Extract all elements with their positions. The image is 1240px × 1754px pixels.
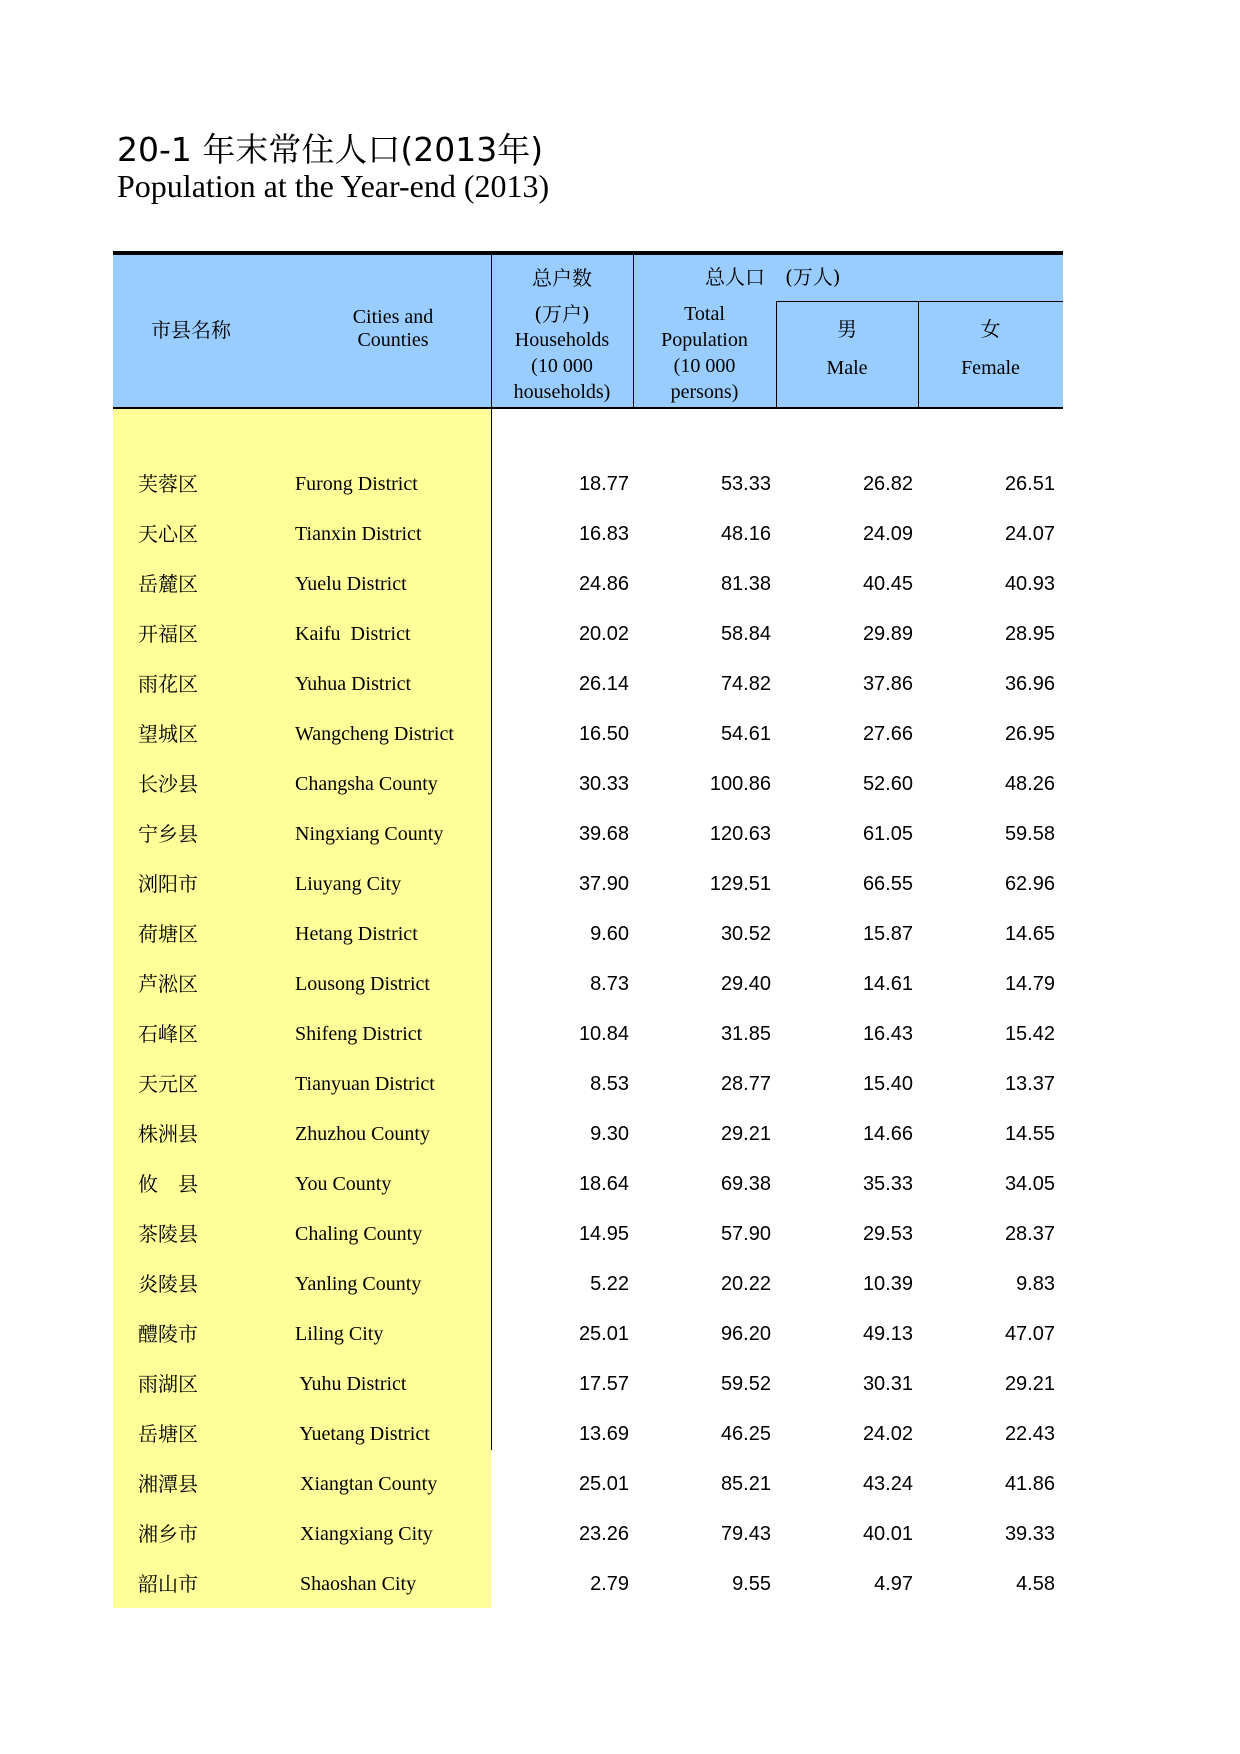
row-name-zh: 望城区 xyxy=(138,722,198,746)
row-total-population: 59.52 xyxy=(720,1373,771,1395)
row-female: 59.58 xyxy=(1004,823,1055,845)
row-households: 18.64 xyxy=(578,1173,629,1195)
row-female: 62.96 xyxy=(1004,873,1055,895)
table-row xyxy=(113,759,1063,809)
row-households: 25.01 xyxy=(578,1323,629,1345)
row-name-en: Xiangtan County xyxy=(295,1473,438,1495)
gender-group-rule xyxy=(776,301,1063,302)
row-female: 22.43 xyxy=(1004,1423,1055,1445)
row-total-population: 96.20 xyxy=(720,1323,771,1345)
row-male: 15.40 xyxy=(862,1073,913,1095)
row-name-zh: 湘潭县 xyxy=(138,1472,198,1496)
row-households: 14.95 xyxy=(578,1223,629,1245)
row-name-en: Chaling County xyxy=(295,1223,423,1245)
row-total-population: 58.84 xyxy=(720,623,771,645)
row-male: 29.53 xyxy=(862,1223,913,1245)
table-row xyxy=(113,1459,1063,1509)
table-row xyxy=(113,1209,1063,1259)
table-row xyxy=(113,859,1063,909)
row-name-zh: 芦淞区 xyxy=(138,972,198,996)
row-households: 24.86 xyxy=(578,573,629,595)
page-title-chinese: 20-1 年末常住人口(2013年) xyxy=(117,130,544,169)
row-female: 24.07 xyxy=(1004,523,1055,545)
row-male: 40.01 xyxy=(862,1523,913,1545)
row-male: 27.66 xyxy=(862,723,913,745)
header-total-line3: (10 000 xyxy=(673,355,736,377)
row-female: 39.33 xyxy=(1004,1523,1055,1545)
row-name-en: Zhuzhou County xyxy=(295,1123,430,1145)
row-name-en: Shaoshan City xyxy=(295,1573,417,1595)
row-male: 10.39 xyxy=(862,1273,913,1295)
row-female: 48.26 xyxy=(1004,773,1055,795)
row-total-population: 120.63 xyxy=(709,823,771,845)
row-male: 26.82 xyxy=(862,473,913,495)
row-total-population: 74.82 xyxy=(720,673,771,695)
row-name-en: Yuhu District xyxy=(295,1373,407,1395)
row-female: 47.07 xyxy=(1004,1323,1055,1345)
row-households: 20.02 xyxy=(578,623,629,645)
row-total-population: 9.55 xyxy=(732,1573,771,1595)
row-total-population: 31.85 xyxy=(720,1023,771,1045)
row-name-zh: 天元区 xyxy=(138,1072,198,1096)
table-row xyxy=(113,609,1063,659)
row-total-population: 79.43 xyxy=(720,1523,771,1545)
row-total-population: 57.90 xyxy=(720,1223,771,1245)
row-households: 16.83 xyxy=(578,523,629,545)
row-name-zh: 炎陵县 xyxy=(138,1272,198,1296)
row-households: 8.73 xyxy=(590,973,629,995)
header-male-zh: 男 xyxy=(837,317,857,341)
row-name-zh: 长沙县 xyxy=(138,772,198,796)
row-female: 13.37 xyxy=(1004,1073,1055,1095)
row-name-zh: 开福区 xyxy=(138,622,198,646)
row-female: 28.95 xyxy=(1004,623,1055,645)
table-row xyxy=(113,1159,1063,1209)
table-row xyxy=(113,559,1063,609)
table-row xyxy=(113,809,1063,859)
header-female-zh: 女 xyxy=(980,317,1001,341)
row-male: 52.60 xyxy=(862,773,913,795)
row-name-en: Kaifu District xyxy=(295,623,411,645)
row-name-en: Wangcheng District xyxy=(295,723,454,745)
row-name-en: Liling City xyxy=(295,1323,384,1345)
row-households: 17.57 xyxy=(578,1373,629,1395)
row-name-en: Tianxin District xyxy=(295,523,422,545)
row-households: 9.60 xyxy=(590,923,629,945)
row-total-population: 20.22 xyxy=(720,1273,771,1295)
row-female: 14.65 xyxy=(1004,923,1055,945)
row-households: 39.68 xyxy=(578,823,629,845)
row-male: 16.43 xyxy=(862,1023,913,1045)
row-households: 26.14 xyxy=(578,673,629,695)
row-name-zh: 韶山市 xyxy=(138,1572,198,1596)
row-female: 9.83 xyxy=(1016,1273,1055,1295)
table-row xyxy=(113,509,1063,559)
row-male: 15.87 xyxy=(862,923,913,945)
row-female: 36.96 xyxy=(1004,673,1055,695)
row-male: 24.09 xyxy=(862,523,913,545)
row-name-en: Tianyuan District xyxy=(295,1073,435,1095)
row-male: 30.31 xyxy=(862,1373,913,1395)
row-name-en: Yuetang District xyxy=(295,1423,430,1445)
row-name-en: Ningxiang County xyxy=(295,823,444,845)
row-name-zh: 石峰区 xyxy=(138,1022,198,1046)
row-female: 40.93 xyxy=(1004,573,1055,595)
table-row xyxy=(113,1409,1063,1459)
table-row xyxy=(113,659,1063,709)
row-male: 43.24 xyxy=(862,1473,913,1495)
row-male: 37.86 xyxy=(862,673,913,695)
header-households-unit-en: (10 000 xyxy=(531,355,593,377)
row-male: 29.89 xyxy=(862,623,913,645)
row-female: 29.21 xyxy=(1004,1373,1055,1395)
row-households: 37.90 xyxy=(578,873,629,895)
row-male: 4.97 xyxy=(874,1573,913,1595)
table-row xyxy=(113,1559,1063,1609)
row-name-en: Yuelu District xyxy=(295,573,407,595)
row-households: 23.26 xyxy=(578,1523,629,1545)
header-total-line4: persons) xyxy=(670,381,739,403)
header-name-en-line2: Counties xyxy=(357,329,429,351)
row-total-population: 54.61 xyxy=(720,723,771,745)
row-name-zh: 岳麓区 xyxy=(138,572,198,596)
row-households: 30.33 xyxy=(578,773,629,795)
row-households: 9.30 xyxy=(590,1123,629,1145)
table-row xyxy=(113,1359,1063,1409)
row-name-zh: 芙蓉区 xyxy=(138,472,198,496)
row-female: 34.05 xyxy=(1004,1173,1055,1195)
row-female: 15.42 xyxy=(1004,1023,1055,1045)
row-male: 61.05 xyxy=(862,823,913,845)
row-total-population: 29.21 xyxy=(720,1123,771,1145)
row-total-population: 100.86 xyxy=(709,773,771,795)
row-male: 40.45 xyxy=(862,573,913,595)
header-female-en: Female xyxy=(961,357,1020,379)
row-name-en: Yanling County xyxy=(295,1273,422,1295)
row-total-population: 81.38 xyxy=(720,573,771,595)
row-households: 8.53 xyxy=(590,1073,629,1095)
row-name-zh: 浏阳市 xyxy=(138,872,198,896)
row-name-zh: 茶陵县 xyxy=(138,1222,198,1246)
row-total-population: 29.40 xyxy=(720,973,771,995)
row-female: 28.37 xyxy=(1004,1223,1055,1245)
row-total-population: 48.16 xyxy=(720,523,771,545)
row-name-en: Xiangxiang City xyxy=(295,1523,433,1545)
row-households: 5.22 xyxy=(590,1273,629,1295)
row-male: 49.13 xyxy=(862,1323,913,1345)
row-households: 13.69 xyxy=(578,1423,629,1445)
row-households: 18.77 xyxy=(578,473,629,495)
row-households: 16.50 xyxy=(578,723,629,745)
row-name-en: Hetang District xyxy=(295,923,418,945)
row-total-population: 129.51 xyxy=(709,873,771,895)
header-households-zh: 总户数 xyxy=(532,266,592,290)
table-row xyxy=(113,1259,1063,1309)
row-female: 41.86 xyxy=(1004,1473,1055,1495)
row-name-zh: 湘乡市 xyxy=(138,1522,198,1546)
table-row xyxy=(113,959,1063,1009)
row-name-zh: 荷塘区 xyxy=(138,922,198,946)
header-name-en-line1: Cities and xyxy=(352,306,434,328)
row-female: 26.51 xyxy=(1004,473,1055,495)
page-title-english: Population at the Year-end (2013) xyxy=(117,168,550,204)
table-row xyxy=(113,1309,1063,1359)
header-households-unit-en2: households) xyxy=(513,381,611,403)
table-row xyxy=(113,459,1063,509)
row-name-zh: 攸 县 xyxy=(138,1172,198,1196)
row-households: 2.79 xyxy=(590,1573,629,1595)
row-male: 14.66 xyxy=(862,1123,913,1145)
header-total-line2: Population xyxy=(661,329,748,351)
row-male: 35.33 xyxy=(862,1173,913,1195)
row-name-en: Liuyang City xyxy=(295,873,402,895)
row-total-population: 85.21 xyxy=(720,1473,771,1495)
row-name-zh: 雨花区 xyxy=(138,672,198,696)
row-name-en: Lousong District xyxy=(295,973,430,995)
header-total-population-group: 总人口 (万人) xyxy=(705,265,841,289)
table-row xyxy=(113,709,1063,759)
row-total-population: 69.38 xyxy=(720,1173,771,1195)
header-households-unit: (万户) xyxy=(534,302,590,326)
row-name-zh: 岳塘区 xyxy=(138,1422,198,1446)
row-total-population: 30.52 xyxy=(720,923,771,945)
row-male: 24.02 xyxy=(862,1423,913,1445)
row-name-zh: 雨湖区 xyxy=(138,1372,198,1396)
row-name-en: Shifeng District xyxy=(295,1023,423,1045)
table-row xyxy=(113,909,1063,959)
table-row xyxy=(113,1059,1063,1109)
row-name-zh: 株洲县 xyxy=(138,1122,198,1146)
row-male: 14.61 xyxy=(862,973,913,995)
row-female: 4.58 xyxy=(1016,1573,1055,1595)
row-households: 10.84 xyxy=(578,1023,629,1045)
row-households: 25.01 xyxy=(578,1473,629,1495)
header-name-zh: 市县名称 xyxy=(151,318,231,342)
row-name-zh: 宁乡县 xyxy=(138,822,198,846)
row-name-en: Yuhua District xyxy=(295,673,412,695)
row-name-zh: 天心区 xyxy=(138,522,198,546)
row-total-population: 53.33 xyxy=(720,473,771,495)
row-female: 14.55 xyxy=(1004,1123,1055,1145)
header-total-line1: Total xyxy=(684,303,725,325)
row-female: 26.95 xyxy=(1004,723,1055,745)
table-row xyxy=(113,1009,1063,1059)
row-name-en: You County xyxy=(295,1173,392,1195)
row-name-zh: 醴陵市 xyxy=(138,1322,198,1346)
row-name-en: Changsha County xyxy=(295,773,438,795)
table-row xyxy=(113,1509,1063,1559)
row-female: 14.79 xyxy=(1004,973,1055,995)
header-households-en: Households xyxy=(514,329,610,351)
table-row xyxy=(113,1109,1063,1159)
header-male-en: Male xyxy=(826,357,868,379)
row-total-population: 28.77 xyxy=(720,1073,771,1095)
row-male: 66.55 xyxy=(862,873,913,895)
row-total-population: 46.25 xyxy=(720,1423,771,1445)
row-name-en: Furong District xyxy=(295,473,418,495)
